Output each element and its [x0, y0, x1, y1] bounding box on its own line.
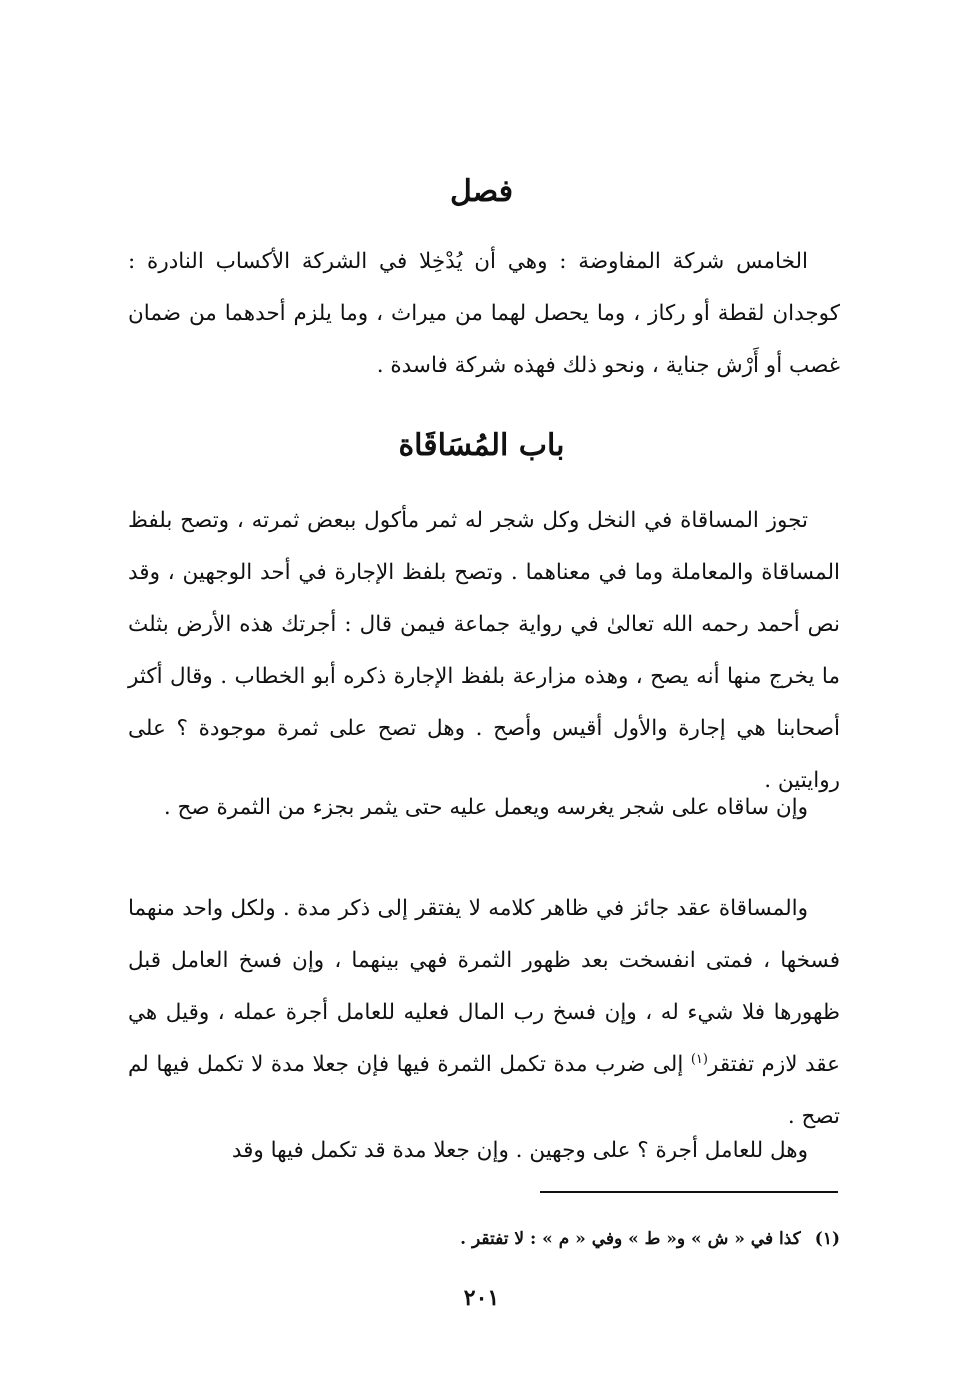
- section-fasl-body: [128, 236, 840, 392]
- footnote-number: (١): [814, 1229, 840, 1249]
- musaqat-paragraph-3-block: [128, 883, 840, 1143]
- paragraph-musaqat-1: تجوز المساقاة في النخل وكل شجر له ثمر مأكول ببعض ثمرته ، وتصح بلفظ المساقاة والمعاملة وما في معناهما . وتصح بلفظ الإجارة في أحد الوجهين ، وقد نص أحمد رحمه الله تعالىٰ في رواية جماعة فيمن قال : أجرتك هذه الأرض بثلث ما يخرج منها أنه يصح ، وهذه مزارعة بلفظ الإجارة ذكره أبو الخطاب . وقال أكثر أصحابنا هي إجارة والأول أقيس وأصح . وهل تصح على ثمرة موجودة ؟ على روايتين .: [128, 508, 840, 793]
- paragraph-musaqat-2: وإن ساقاه على شجر يغرسه ويعمل عليه حتى يثمر بجزء من الثمرة صح .: [163, 795, 808, 820]
- paragraph-musaqat-4: وهل للعامل أجرة ؟ على وجهين . وإن جعلا مدة قد تكمل فيها وقد: [231, 1138, 808, 1163]
- paragraph-mufawada: الخامس شركة المفاوضة : وهي أن يُدْخِلا في الشركة الأكساب النادرة : كوجدان لقطة أو ركاز ، وما يحصل لهما من ميراث ، وما يلزم أحدهما من ضمان غصب أو أَرْش جناية ، ونحو ذلك فهذه شركة فاسدة .: [128, 249, 840, 378]
- footnote-reference: (١): [690, 1051, 708, 1067]
- footnote: [300, 1224, 840, 1254]
- musaqat-paragraph-2-block: [128, 782, 840, 834]
- musaqat-paragraph-4-block: [128, 1125, 840, 1177]
- page-number: ٢٠١: [463, 1285, 500, 1311]
- section-heading-fasl: فصل: [449, 174, 514, 209]
- footnote-divider: [540, 1191, 838, 1193]
- musaqat-paragraph-1-block: [128, 495, 840, 807]
- paragraph-musaqat-3-part1: والمساقاة عقد جائز في ظاهر كلامه لا يفتقر إلى ذكر مدة . ولكل واحد منهما فسخها ، فمتى انفسخت بعد ظهور الثمرة فهي بينهما ، وإن فسخ العامل قبل ظهورها فلا شيء له ، وإن فسخ رب المال فعليه للعامل أجرة عمله ، وقيل هي عقد لازم تفتقر: [128, 896, 841, 1077]
- paragraph-musaqat-3: [128, 883, 840, 1143]
- footnote-text: كذا في « ش » و« ط » وفي « م » : لا تفتقر .: [460, 1229, 801, 1249]
- chapter-heading-musaqat: باب المُسَاقَاة: [398, 428, 565, 463]
- paragraph-musaqat-3-part2: إلى ضرب مدة تكمل الثمرة فيها فإن جعلا مدة لا تكمل فيها لم تصح .: [128, 1052, 840, 1129]
